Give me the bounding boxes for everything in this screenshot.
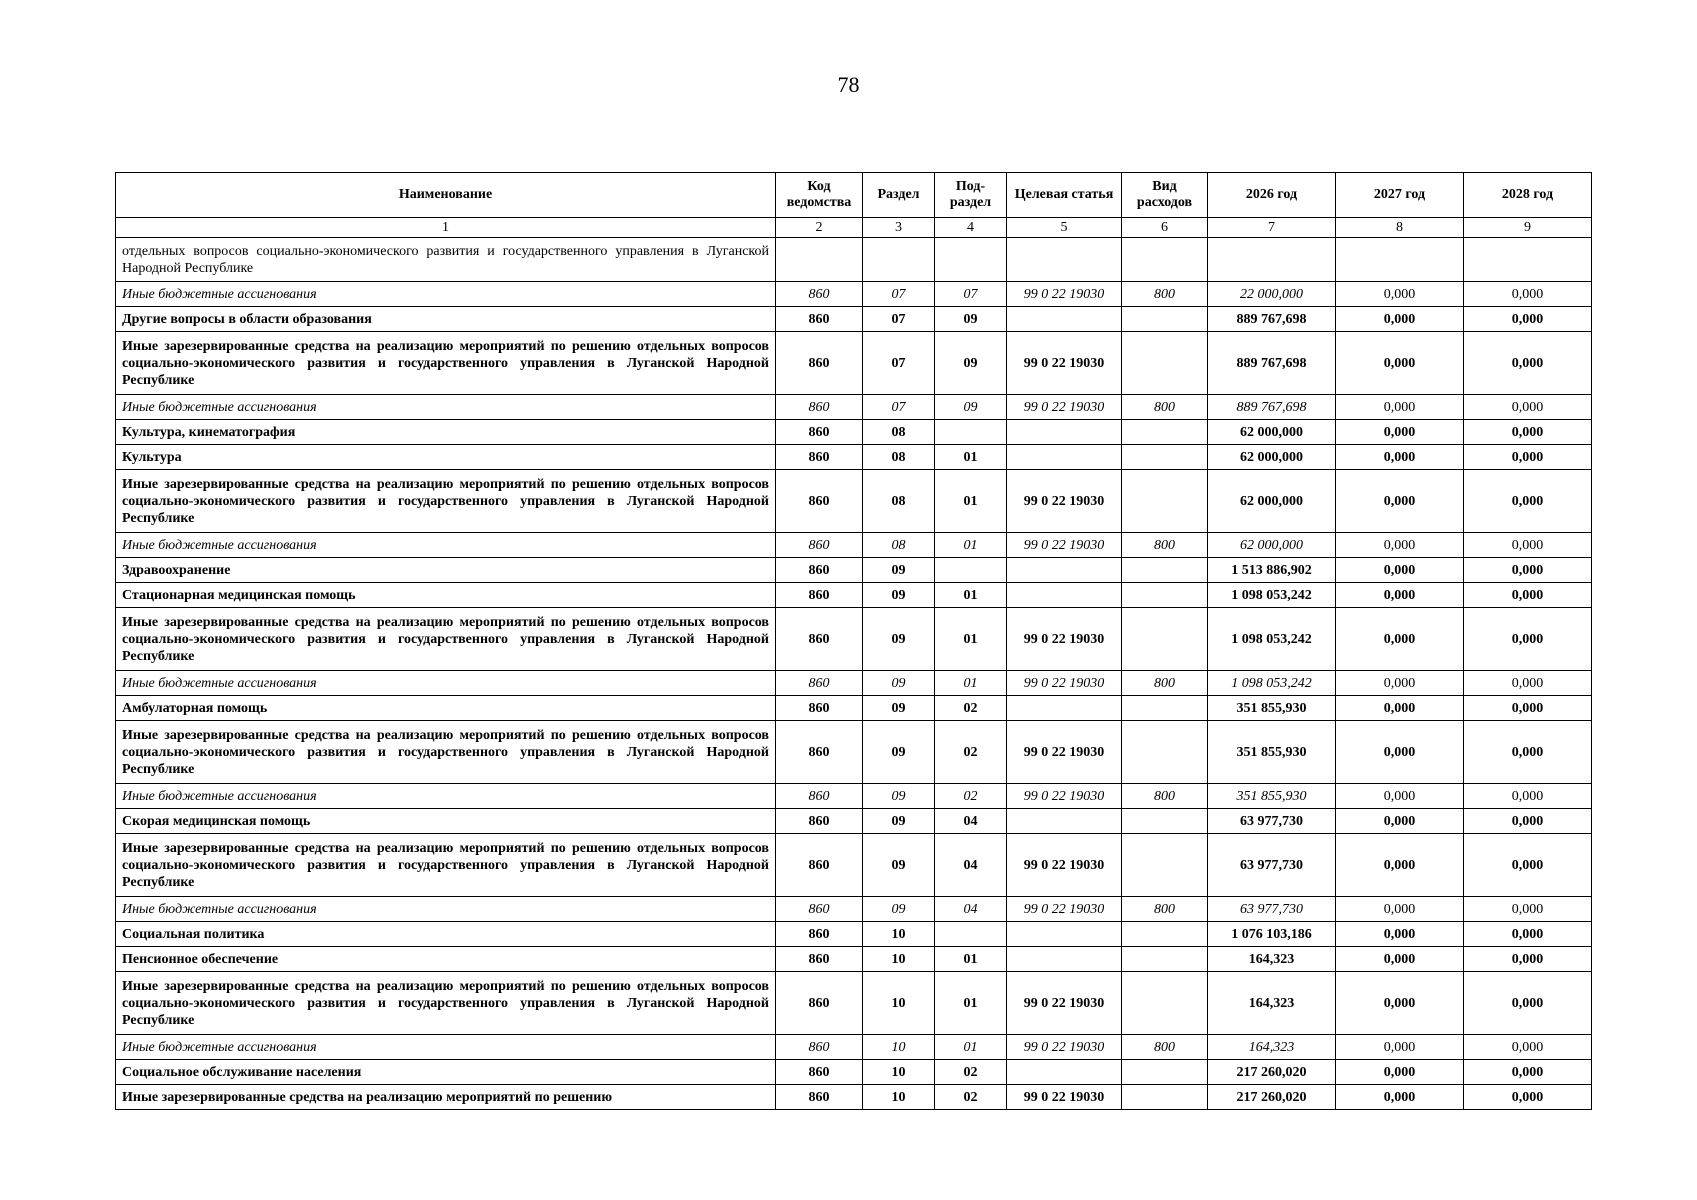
- cell-vedomstvo: 860: [776, 947, 863, 972]
- cell-podrazdel: 01: [935, 583, 1007, 608]
- cell-2028: 0,000: [1464, 332, 1592, 395]
- cell-2026: 164,323: [1208, 947, 1336, 972]
- cell-vid: 800: [1122, 784, 1208, 809]
- cell-2026: 1 098 053,242: [1208, 583, 1336, 608]
- cell-2027: 0,000: [1336, 445, 1464, 470]
- cell-razdel: 09: [863, 671, 935, 696]
- cell-vid: 800: [1122, 395, 1208, 420]
- cell-2027: 0,000: [1336, 809, 1464, 834]
- cell-vid: [1122, 1085, 1208, 1110]
- cell-podrazdel: 01: [935, 470, 1007, 533]
- cell-2027: 0,000: [1336, 533, 1464, 558]
- cell-2028: 0,000: [1464, 558, 1592, 583]
- cell-2026: 889 767,698: [1208, 395, 1336, 420]
- cell-podrazdel: 09: [935, 332, 1007, 395]
- cell-statya: [1007, 922, 1122, 947]
- cell-vedomstvo: 860: [776, 1035, 863, 1060]
- cell-razdel: 08: [863, 420, 935, 445]
- cell-podrazdel: 09: [935, 307, 1007, 332]
- cell-vid: [1122, 332, 1208, 395]
- table-row: [116, 282, 1592, 307]
- cell-podrazdel: 01: [935, 671, 1007, 696]
- cell-razdel: 07: [863, 282, 935, 307]
- cell-2028: 0,000: [1464, 947, 1592, 972]
- cell-vedomstvo: 860: [776, 445, 863, 470]
- cell-razdel: 09: [863, 897, 935, 922]
- cell-2027: 0,000: [1336, 558, 1464, 583]
- cell-statya: 99 0 22 19030: [1007, 332, 1122, 395]
- cell-vid: [1122, 834, 1208, 897]
- cell-statya: 99 0 22 19030: [1007, 972, 1122, 1035]
- cell-vedomstvo: 860: [776, 897, 863, 922]
- cell-2028: 0,000: [1464, 922, 1592, 947]
- header-vedomstvo: Код ведомства: [776, 173, 863, 218]
- table-row: [116, 420, 1592, 445]
- cell-razdel: 07: [863, 332, 935, 395]
- cell-razdel: 10: [863, 947, 935, 972]
- cell-name: Культура: [116, 445, 776, 470]
- cell-podrazdel: 01: [935, 1035, 1007, 1060]
- column-number: 1: [116, 218, 776, 238]
- cell-2026: 351 855,930: [1208, 721, 1336, 784]
- cell-podrazdel: 04: [935, 897, 1007, 922]
- header-statya: Целевая статья: [1007, 173, 1122, 218]
- header-2026: 2026 год: [1208, 173, 1336, 218]
- cell-statya: 99 0 22 19030: [1007, 395, 1122, 420]
- cell-2027: 0,000: [1336, 1085, 1464, 1110]
- cell-vid: [1122, 721, 1208, 784]
- cell-statya: [1007, 558, 1122, 583]
- cell-2028: [1464, 238, 1592, 282]
- cell-vedomstvo: 860: [776, 558, 863, 583]
- cell-podrazdel: 02: [935, 696, 1007, 721]
- cell-2026: 62 000,000: [1208, 533, 1336, 558]
- header-vid: Вид расходов: [1122, 173, 1208, 218]
- cell-statya: 99 0 22 19030: [1007, 1085, 1122, 1110]
- cell-statya: 99 0 22 19030: [1007, 721, 1122, 784]
- cell-2027: 0,000: [1336, 395, 1464, 420]
- cell-2028: 0,000: [1464, 696, 1592, 721]
- cell-vedomstvo: 860: [776, 608, 863, 671]
- cell-statya: 99 0 22 19030: [1007, 1035, 1122, 1060]
- cell-2028: 0,000: [1464, 583, 1592, 608]
- cell-vedomstvo: 860: [776, 721, 863, 784]
- cell-2028: 0,000: [1464, 307, 1592, 332]
- cell-vid: [1122, 307, 1208, 332]
- cell-2026: 889 767,698: [1208, 307, 1336, 332]
- cell-podrazdel: 02: [935, 1060, 1007, 1085]
- table-row: [116, 809, 1592, 834]
- cell-podrazdel: 02: [935, 784, 1007, 809]
- cell-2027: 0,000: [1336, 608, 1464, 671]
- cell-2028: 0,000: [1464, 1085, 1592, 1110]
- cell-name: Иные бюджетные ассигнования: [116, 671, 776, 696]
- cell-name: Стационарная медицинская помощь: [116, 583, 776, 608]
- cell-statya: 99 0 22 19030: [1007, 533, 1122, 558]
- cell-razdel: 09: [863, 809, 935, 834]
- cell-2028: 0,000: [1464, 809, 1592, 834]
- cell-vid: [1122, 445, 1208, 470]
- cell-podrazdel: 09: [935, 395, 1007, 420]
- column-number: 7: [1208, 218, 1336, 238]
- cell-name: Иные зарезервированные средства на реализацию мероприятий по решению отдельных вопросов социально-экономического развития и государственного управления в Луганской Народной Республике: [116, 721, 776, 784]
- cell-2028: 0,000: [1464, 897, 1592, 922]
- cell-podrazdel: 02: [935, 1085, 1007, 1110]
- cell-vid: [1122, 470, 1208, 533]
- table-row: [116, 972, 1592, 1035]
- cell-podrazdel: [935, 420, 1007, 445]
- cell-2027: 0,000: [1336, 922, 1464, 947]
- cell-vid: [1122, 558, 1208, 583]
- cell-name: Иные зарезервированные средства на реализацию мероприятий по решению: [116, 1085, 776, 1110]
- cell-vedomstvo: 860: [776, 696, 863, 721]
- cell-2027: 0,000: [1336, 420, 1464, 445]
- cell-statya: [1007, 583, 1122, 608]
- cell-2026: 62 000,000: [1208, 470, 1336, 533]
- cell-vid: [1122, 972, 1208, 1035]
- table-row: [116, 307, 1592, 332]
- cell-vid: [1122, 947, 1208, 972]
- column-number: 4: [935, 218, 1007, 238]
- cell-podrazdel: 01: [935, 445, 1007, 470]
- cell-name: Пенсионное обеспечение: [116, 947, 776, 972]
- cell-podrazdel: 01: [935, 947, 1007, 972]
- cell-2026: 1 098 053,242: [1208, 671, 1336, 696]
- cell-2026: 351 855,930: [1208, 784, 1336, 809]
- cell-name: Другие вопросы в области образования: [116, 307, 776, 332]
- table-row: [116, 533, 1592, 558]
- cell-2026: 22 000,000: [1208, 282, 1336, 307]
- cell-2028: 0,000: [1464, 1060, 1592, 1085]
- cell-razdel: 10: [863, 1085, 935, 1110]
- cell-2027: 0,000: [1336, 721, 1464, 784]
- column-number: 5: [1007, 218, 1122, 238]
- cell-name: Иные зарезервированные средства на реализацию мероприятий по решению отдельных вопросов социально-экономического развития и государственного управления в Луганской Народной Республике: [116, 834, 776, 897]
- table-row: [116, 470, 1592, 533]
- cell-2028: 0,000: [1464, 1035, 1592, 1060]
- cell-vedomstvo: 860: [776, 533, 863, 558]
- column-number: 9: [1464, 218, 1592, 238]
- cell-vedomstvo: 860: [776, 972, 863, 1035]
- cell-vedomstvo: 860: [776, 420, 863, 445]
- cell-2026: 889 767,698: [1208, 332, 1336, 395]
- cell-name: Иные зарезервированные средства на реализацию мероприятий по решению отдельных вопросов социально-экономического развития и государственного управления в Луганской Народной Республике: [116, 470, 776, 533]
- cell-2028: 0,000: [1464, 721, 1592, 784]
- cell-2026: 164,323: [1208, 972, 1336, 1035]
- table-row: [116, 1060, 1592, 1085]
- cell-vedomstvo: 860: [776, 809, 863, 834]
- cell-vedomstvo: 860: [776, 671, 863, 696]
- cell-2028: 0,000: [1464, 533, 1592, 558]
- cell-razdel: 10: [863, 922, 935, 947]
- cell-2027: 0,000: [1336, 1060, 1464, 1085]
- cell-razdel: [863, 238, 935, 282]
- cell-2026: 62 000,000: [1208, 445, 1336, 470]
- table-row: [116, 696, 1592, 721]
- cell-name: Иные зарезервированные средства на реализацию мероприятий по решению отдельных вопросов социально-экономического развития и государственного управления в Луганской Народной Республике: [116, 608, 776, 671]
- table-body: [116, 238, 1592, 1110]
- cell-name: Культура, кинематография: [116, 420, 776, 445]
- table-row: [116, 1085, 1592, 1110]
- column-number: 2: [776, 218, 863, 238]
- cell-vedomstvo: 860: [776, 1060, 863, 1085]
- cell-vedomstvo: 860: [776, 784, 863, 809]
- table-row: [116, 445, 1592, 470]
- header-2028: 2028 год: [1464, 173, 1592, 218]
- cell-vid: [1122, 922, 1208, 947]
- cell-podrazdel: 01: [935, 608, 1007, 671]
- header-name: Наименование: [116, 173, 776, 218]
- cell-2027: 0,000: [1336, 332, 1464, 395]
- cell-podrazdel: 01: [935, 533, 1007, 558]
- column-number: 6: [1122, 218, 1208, 238]
- column-number: 8: [1336, 218, 1464, 238]
- table-row: [116, 834, 1592, 897]
- cell-vid: 800: [1122, 533, 1208, 558]
- table-row: [116, 947, 1592, 972]
- table-row: [116, 583, 1592, 608]
- cell-podrazdel: [935, 238, 1007, 282]
- cell-name: Иные бюджетные ассигнования: [116, 282, 776, 307]
- table-row: [116, 721, 1592, 784]
- cell-2027: 0,000: [1336, 1035, 1464, 1060]
- cell-2027: 0,000: [1336, 834, 1464, 897]
- cell-podrazdel: 02: [935, 721, 1007, 784]
- cell-2026: 1 513 886,902: [1208, 558, 1336, 583]
- cell-2027: 0,000: [1336, 282, 1464, 307]
- cell-2028: 0,000: [1464, 784, 1592, 809]
- cell-name: Иные зарезервированные средства на реализацию мероприятий по решению отдельных вопросов социально-экономического развития и государственного управления в Луганской Народной Республике: [116, 332, 776, 395]
- cell-2026: [1208, 238, 1336, 282]
- cell-vedomstvo: 860: [776, 332, 863, 395]
- header-razdel: Раздел: [863, 173, 935, 218]
- cell-2026: 1 076 103,186: [1208, 922, 1336, 947]
- cell-statya: [1007, 947, 1122, 972]
- cell-vedomstvo: 860: [776, 282, 863, 307]
- cell-name: Иные бюджетные ассигнования: [116, 897, 776, 922]
- cell-vid: [1122, 420, 1208, 445]
- cell-razdel: 07: [863, 307, 935, 332]
- cell-vedomstvo: 860: [776, 307, 863, 332]
- cell-vid: [1122, 583, 1208, 608]
- header-2027: 2027 год: [1336, 173, 1464, 218]
- cell-2026: 164,323: [1208, 1035, 1336, 1060]
- cell-statya: 99 0 22 19030: [1007, 608, 1122, 671]
- header-row: [116, 173, 1592, 218]
- cell-2026: 62 000,000: [1208, 420, 1336, 445]
- cell-2026: 1 098 053,242: [1208, 608, 1336, 671]
- cell-podrazdel: 04: [935, 809, 1007, 834]
- cell-2026: 63 977,730: [1208, 834, 1336, 897]
- cell-podrazdel: [935, 922, 1007, 947]
- cell-razdel: 08: [863, 445, 935, 470]
- cell-statya: 99 0 22 19030: [1007, 470, 1122, 533]
- cell-2028: 0,000: [1464, 972, 1592, 1035]
- cell-vid: [1122, 809, 1208, 834]
- cell-2027: 0,000: [1336, 696, 1464, 721]
- cell-statya: [1007, 238, 1122, 282]
- cell-name: Иные бюджетные ассигнования: [116, 1035, 776, 1060]
- cell-2026: 63 977,730: [1208, 897, 1336, 922]
- cell-statya: 99 0 22 19030: [1007, 282, 1122, 307]
- cell-2028: 0,000: [1464, 282, 1592, 307]
- cell-vid: [1122, 696, 1208, 721]
- cell-statya: 99 0 22 19030: [1007, 784, 1122, 809]
- cell-2026: 217 260,020: [1208, 1085, 1336, 1110]
- cell-2028: 0,000: [1464, 420, 1592, 445]
- cell-name: Социальная политика: [116, 922, 776, 947]
- cell-statya: [1007, 445, 1122, 470]
- cell-razdel: 09: [863, 608, 935, 671]
- cell-name: Амбулаторная помощь: [116, 696, 776, 721]
- cell-vid: [1122, 238, 1208, 282]
- cell-2027: 0,000: [1336, 947, 1464, 972]
- table-row: [116, 608, 1592, 671]
- cell-2028: 0,000: [1464, 834, 1592, 897]
- cell-podrazdel: 04: [935, 834, 1007, 897]
- cell-2027: [1336, 238, 1464, 282]
- cell-razdel: 09: [863, 721, 935, 784]
- cell-name: Иные зарезервированные средства на реализацию мероприятий по решению отдельных вопросов социально-экономического развития и государственного управления в Луганской Народной Республике: [116, 972, 776, 1035]
- cell-2026: 63 977,730: [1208, 809, 1336, 834]
- cell-razdel: 10: [863, 972, 935, 1035]
- cell-razdel: 08: [863, 470, 935, 533]
- cell-name: отдельных вопросов социально-экономического развития и государственного управления в Луганской Народной Республике: [116, 238, 776, 282]
- cell-2027: 0,000: [1336, 671, 1464, 696]
- cell-name: Иные бюджетные ассигнования: [116, 533, 776, 558]
- cell-2026: 351 855,930: [1208, 696, 1336, 721]
- cell-name: Социальное обслуживание населения: [116, 1060, 776, 1085]
- column-number: 3: [863, 218, 935, 238]
- table-row: [116, 1035, 1592, 1060]
- table-row: [116, 922, 1592, 947]
- cell-name: Иные бюджетные ассигнования: [116, 784, 776, 809]
- cell-statya: 99 0 22 19030: [1007, 671, 1122, 696]
- table-row: [116, 395, 1592, 420]
- cell-vid: 800: [1122, 897, 1208, 922]
- cell-statya: 99 0 22 19030: [1007, 834, 1122, 897]
- cell-statya: [1007, 307, 1122, 332]
- cell-razdel: 09: [863, 558, 935, 583]
- budget-table: [115, 172, 1592, 1110]
- cell-podrazdel: [935, 558, 1007, 583]
- cell-2027: 0,000: [1336, 307, 1464, 332]
- cell-2028: 0,000: [1464, 395, 1592, 420]
- cell-vid: 800: [1122, 282, 1208, 307]
- page-number: 78: [837, 72, 860, 97]
- cell-vedomstvo: 860: [776, 1085, 863, 1110]
- cell-podrazdel: 01: [935, 972, 1007, 1035]
- cell-razdel: 09: [863, 583, 935, 608]
- cell-2027: 0,000: [1336, 784, 1464, 809]
- cell-vedomstvo: 860: [776, 395, 863, 420]
- cell-name: Здравоохранение: [116, 558, 776, 583]
- table-row: [116, 238, 1592, 282]
- cell-2027: 0,000: [1336, 583, 1464, 608]
- cell-statya: [1007, 809, 1122, 834]
- cell-2028: 0,000: [1464, 671, 1592, 696]
- cell-podrazdel: 07: [935, 282, 1007, 307]
- cell-vid: 800: [1122, 1035, 1208, 1060]
- table-row: [116, 671, 1592, 696]
- cell-statya: [1007, 696, 1122, 721]
- table-row: [116, 897, 1592, 922]
- cell-name: Иные бюджетные ассигнования: [116, 395, 776, 420]
- cell-vedomstvo: 860: [776, 583, 863, 608]
- cell-vid: [1122, 1060, 1208, 1085]
- cell-2028: 0,000: [1464, 445, 1592, 470]
- cell-statya: [1007, 420, 1122, 445]
- cell-razdel: 09: [863, 784, 935, 809]
- cell-statya: [1007, 1060, 1122, 1085]
- cell-razdel: 10: [863, 1060, 935, 1085]
- cell-vid: [1122, 608, 1208, 671]
- cell-razdel: 09: [863, 834, 935, 897]
- table-row: [116, 558, 1592, 583]
- cell-statya: 99 0 22 19030: [1007, 897, 1122, 922]
- table-row: [116, 332, 1592, 395]
- cell-vedomstvo: [776, 238, 863, 282]
- cell-2027: 0,000: [1336, 470, 1464, 533]
- cell-razdel: 10: [863, 1035, 935, 1060]
- cell-razdel: 08: [863, 533, 935, 558]
- table-row: [116, 784, 1592, 809]
- cell-vedomstvo: 860: [776, 834, 863, 897]
- cell-2026: 217 260,020: [1208, 1060, 1336, 1085]
- cell-name: Скорая медицинская помощь: [116, 809, 776, 834]
- cell-vid: 800: [1122, 671, 1208, 696]
- cell-2028: 0,000: [1464, 470, 1592, 533]
- cell-2027: 0,000: [1336, 897, 1464, 922]
- cell-razdel: 07: [863, 395, 935, 420]
- cell-2028: 0,000: [1464, 608, 1592, 671]
- cell-vedomstvo: 860: [776, 922, 863, 947]
- column-number-row: [116, 218, 1592, 238]
- cell-2027: 0,000: [1336, 972, 1464, 1035]
- cell-vedomstvo: 860: [776, 470, 863, 533]
- cell-razdel: 09: [863, 696, 935, 721]
- header-podrazdel: Под-раздел: [935, 173, 1007, 218]
